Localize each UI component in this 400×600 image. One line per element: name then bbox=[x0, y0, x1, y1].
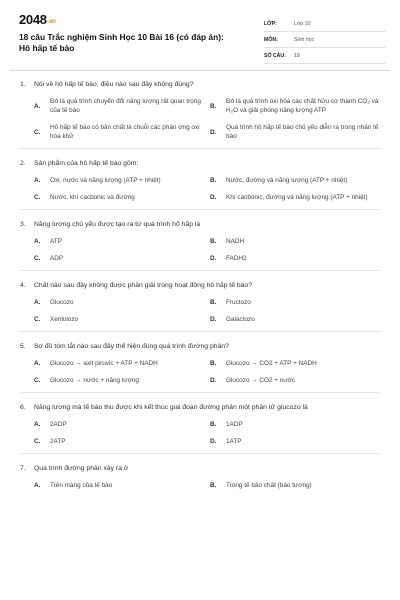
question-item bbox=[20, 80, 380, 149]
question-divider bbox=[20, 270, 380, 271]
option-text: Nước, đường và năng lượng (ATP + nhiệt) bbox=[226, 177, 348, 184]
option-letter: D. bbox=[210, 194, 217, 201]
question-item bbox=[20, 403, 380, 454]
option-letter: B. bbox=[210, 482, 217, 489]
answer-option[interactable] bbox=[34, 420, 204, 429]
meta-label: SỐ CÂU: bbox=[264, 52, 286, 59]
option-letter: A. bbox=[34, 421, 41, 428]
question-item bbox=[20, 342, 380, 393]
option-letter: C. bbox=[34, 255, 41, 262]
option-text: NADH bbox=[226, 238, 245, 245]
answer-option[interactable] bbox=[34, 123, 204, 141]
question-stem: Sản phẩm của hô hấp tế bào gồm: bbox=[34, 160, 139, 167]
answer-option[interactable] bbox=[210, 97, 380, 115]
option-text: Glucozo → nước + năng lượng bbox=[50, 377, 139, 384]
question-text bbox=[20, 220, 380, 229]
answer-option[interactable] bbox=[34, 254, 204, 263]
answer-options bbox=[20, 176, 380, 202]
option-letter: A. bbox=[34, 299, 41, 306]
answer-option[interactable] bbox=[210, 481, 380, 490]
option-text: Đó là quá trình chuyển đổi năng lượng rất quan trọng của tế bào bbox=[50, 98, 201, 114]
option-letter: A. bbox=[34, 102, 41, 110]
answer-options bbox=[20, 420, 380, 446]
option-letter: B. bbox=[210, 177, 217, 184]
logo-tld: .vn bbox=[47, 19, 56, 25]
question-stem: Năng lượng mà tế bào thu được khi kết thúc giai đoạn đường phân một phân tử glucozo là bbox=[34, 404, 308, 411]
answer-option[interactable] bbox=[210, 298, 380, 307]
question-text bbox=[20, 403, 380, 412]
site-logo[interactable] bbox=[19, 12, 56, 27]
option-letter: D. bbox=[210, 377, 217, 384]
answer-option[interactable] bbox=[210, 237, 380, 246]
question-number: 7. bbox=[20, 465, 26, 472]
question-divider bbox=[20, 148, 380, 149]
meta-value: Sinh học bbox=[294, 36, 315, 43]
meta-row-count bbox=[264, 48, 386, 64]
question-number: 2. bbox=[20, 160, 26, 167]
answer-options bbox=[20, 237, 380, 263]
answer-option[interactable] bbox=[34, 237, 204, 246]
meta-value: Lớp 10 bbox=[294, 20, 311, 27]
option-letter: B. bbox=[210, 360, 217, 367]
option-text: Glucozo → axit piruvic + ATP + NADH bbox=[50, 360, 158, 367]
option-letter: A. bbox=[34, 360, 41, 367]
answer-option[interactable] bbox=[34, 315, 204, 324]
option-text: Glucozo → CO2 + nước bbox=[226, 377, 296, 384]
question-text bbox=[20, 464, 380, 473]
answer-option[interactable] bbox=[34, 193, 204, 202]
answer-options bbox=[20, 481, 380, 490]
option-text: Glucozo → CO2 + ATP + NADH bbox=[226, 360, 317, 367]
option-letter: C. bbox=[34, 194, 41, 201]
meta-value: 18 bbox=[294, 52, 300, 59]
meta-row-class bbox=[264, 16, 386, 32]
answer-option[interactable] bbox=[34, 359, 204, 368]
question-number: 4. bbox=[20, 282, 26, 289]
answer-options bbox=[20, 97, 380, 141]
answer-option[interactable] bbox=[34, 376, 204, 385]
answer-option[interactable] bbox=[210, 359, 380, 368]
question-text bbox=[20, 159, 380, 168]
option-letter: A. bbox=[34, 482, 41, 489]
option-letter: D. bbox=[210, 316, 217, 323]
question-number: 5. bbox=[20, 343, 26, 350]
answer-option[interactable] bbox=[210, 176, 380, 185]
question-stem: Năng lượng chủ yếu được tạo ra từ quá trình hô hấp là bbox=[34, 221, 201, 228]
answer-option[interactable] bbox=[210, 437, 380, 446]
doc-meta-table bbox=[264, 16, 386, 64]
option-letter: B. bbox=[210, 102, 217, 110]
option-letter: C. bbox=[34, 128, 41, 136]
option-letter: D. bbox=[210, 255, 217, 262]
question-number: 1. bbox=[20, 81, 26, 88]
option-text: Glucozo bbox=[50, 299, 74, 306]
option-letter: C. bbox=[34, 438, 41, 445]
answer-options bbox=[20, 298, 380, 324]
option-text: Trong tế bào chất (bào tương) bbox=[226, 482, 312, 489]
question-item bbox=[20, 220, 380, 271]
question-text bbox=[20, 80, 380, 89]
question-list bbox=[20, 80, 380, 490]
meta-label: MÔN: bbox=[264, 36, 278, 43]
option-letter: A. bbox=[34, 238, 41, 245]
option-text: Nước, khí cacbonic và đường bbox=[50, 194, 135, 201]
logo-text: 2048 bbox=[19, 12, 47, 27]
question-item bbox=[20, 159, 380, 210]
option-text: Quá trình hô hấp tế bào chủ yếu diễn ra trong nhân tế bào bbox=[226, 124, 379, 140]
question-divider bbox=[20, 392, 380, 393]
option-letter: B. bbox=[210, 299, 217, 306]
option-letter: A. bbox=[34, 177, 41, 184]
option-text: Hô hấp tế bào có bản chất là chuỗi các phản ứng oxi hóa khử bbox=[50, 124, 200, 140]
option-text: Trên màng của tế bào bbox=[50, 482, 113, 489]
option-text: FADH2 bbox=[226, 255, 247, 262]
question-text bbox=[20, 281, 380, 290]
option-letter: B. bbox=[210, 421, 217, 428]
meta-row-subject bbox=[264, 32, 386, 48]
question-text bbox=[20, 342, 380, 351]
question-divider bbox=[20, 331, 380, 332]
question-divider bbox=[20, 209, 380, 210]
option-text: Galactozo bbox=[226, 316, 255, 323]
option-text: Khí cacbonic, đường và năng lượng (ATP + nhiệt) bbox=[226, 194, 368, 201]
option-text: ADP bbox=[50, 255, 64, 262]
question-number: 3. bbox=[20, 221, 26, 228]
meta-label: LỚP: bbox=[264, 20, 277, 27]
question-stem: Nói về hô hấp tế bào, điều nào sau đây không đúng? bbox=[34, 81, 194, 88]
question-stem: Chất nào sau đây không được phân giải trong hoạt động hô hấp tế bào? bbox=[34, 282, 252, 289]
option-letter: B. bbox=[210, 238, 217, 245]
question-item bbox=[20, 464, 380, 490]
question-divider bbox=[20, 453, 380, 454]
answer-option[interactable] bbox=[210, 376, 380, 385]
option-text: 1ADP bbox=[226, 421, 243, 428]
option-text: 2ATP bbox=[50, 438, 66, 445]
answer-option[interactable] bbox=[210, 420, 380, 429]
answer-option[interactable] bbox=[34, 481, 204, 490]
answer-option[interactable] bbox=[34, 176, 204, 185]
option-letter: C. bbox=[34, 377, 41, 384]
page-title: 18 câu Trắc nghiệm Sinh Học 10 Bài 16 (có đáp án): Hô hấp tế bào bbox=[19, 32, 224, 53]
answer-option[interactable] bbox=[34, 437, 204, 446]
answer-option[interactable] bbox=[210, 193, 380, 202]
option-letter: C. bbox=[34, 316, 41, 323]
option-text: Xenlulozo bbox=[50, 316, 79, 323]
option-text: ATP bbox=[50, 238, 62, 245]
option-text: Oxi, nước và năng lượng (ATP + nhiệt) bbox=[50, 177, 161, 184]
option-text: 1ATP bbox=[226, 438, 242, 445]
page-header bbox=[10, 0, 390, 71]
answer-options bbox=[20, 359, 380, 385]
question-stem: Quá trình đường phân xảy ra ở bbox=[34, 465, 129, 472]
question-number: 6. bbox=[20, 404, 26, 411]
option-text: Đó là quá trình oxi hóa các chất hữu cơ thành CO₂ và H₂O và giải phóng năng lượng ATP bbox=[226, 98, 379, 114]
answer-option[interactable] bbox=[210, 254, 380, 263]
answer-option[interactable] bbox=[34, 298, 204, 307]
answer-option[interactable] bbox=[34, 97, 204, 115]
option-letter: D. bbox=[210, 128, 217, 136]
question-stem: Sơ đồ tóm tắt nào sau đây thể hiện đúng quá trình đường phân? bbox=[34, 343, 229, 350]
option-text: 2ADP bbox=[50, 421, 67, 428]
answer-option[interactable] bbox=[210, 123, 380, 141]
option-text: Fructozo bbox=[226, 299, 251, 306]
question-item bbox=[20, 281, 380, 332]
option-letter: D. bbox=[210, 438, 217, 445]
answer-option[interactable] bbox=[210, 315, 380, 324]
